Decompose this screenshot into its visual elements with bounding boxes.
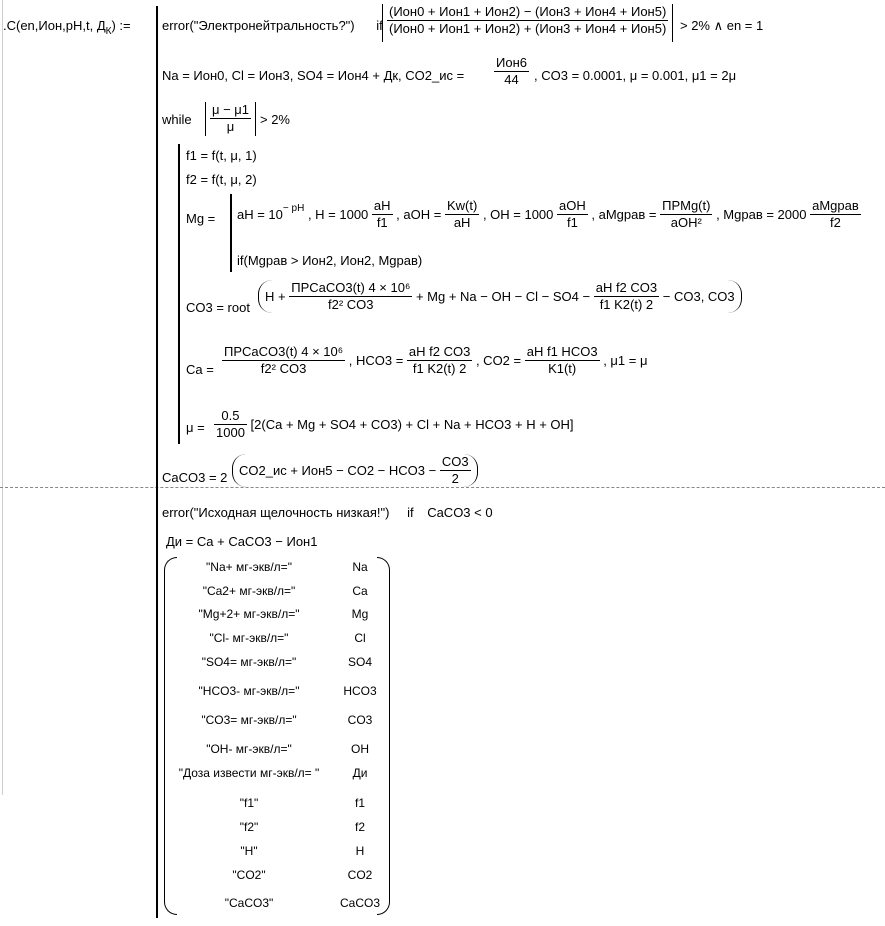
left-margin-line <box>2 0 3 795</box>
matrix-label: "CO3= мг-экв/л=" <box>201 713 297 727</box>
error-low-alkalinity[interactable]: error("Исходная щелочность низкая!") if CaCO3 < 0 <box>162 505 493 520</box>
while-keyword: while <box>162 112 192 127</box>
matrix-value: SO4 <box>347 655 372 669</box>
matrix-label: "f1" <box>239 796 259 810</box>
matrix-value: CO3 <box>347 713 373 727</box>
matrix-value: f1 <box>354 796 365 810</box>
co3-root-expression[interactable]: H + $\frac{\text{ПРCaCO3(t) 4 × 10⁶}}{\text{f2² CO3}}$ + Mg + Na − OH − Cl − SO4 − $\frac{\text{aH f2 CO3}}{f1 K2(t) 2}$ − CO3, CO3 <box>258 280 742 313</box>
program-bar <box>156 6 158 918</box>
matrix-label: "CaCO3" <box>224 896 274 910</box>
error-electroneutrality[interactable]: error("Электронейтральность?") if <box>162 18 383 33</box>
matrix-value: H <box>355 844 365 858</box>
di-assign[interactable]: Ди = Ca + CaCO3 − Ион1 <box>166 534 318 549</box>
matrix-value: CO2 <box>347 868 373 882</box>
matrix-label: "Na+ мг-экв/л=" <box>206 560 292 574</box>
matrix-value: CaCO3 <box>339 896 380 910</box>
matrix-label: "f2" <box>239 820 259 834</box>
matrix-label: "H" <box>240 844 258 858</box>
while-tail: > 2% <box>260 112 290 127</box>
mg-if[interactable]: if(Mgрав > Ион2, Ион2, Mgрав) <box>237 253 423 268</box>
matrix-label: "Доза извести мг-экв/л= " <box>178 766 320 780</box>
matrix-label: "CO2" <box>232 868 266 882</box>
co2-fraction: $\frac{\text{Ион6}}{44}$ <box>496 55 527 87</box>
matrix-value: Ca <box>352 584 368 598</box>
matrix-value: f2 <box>354 820 365 834</box>
matrix-label: "Cl- мг-экв/л=" <box>209 631 289 645</box>
caco3-label: CaCO3 = 2 <box>162 470 228 485</box>
mg-block-bar <box>230 194 232 272</box>
matrix-label: "SO4= мг-экв/л=" <box>201 655 297 669</box>
caco3-expression[interactable]: CO2_ис + Ион5 − CO2 − HCO3 − $\frac{CO3}{2}$ <box>232 454 478 487</box>
matrix-label: "Ca2+ мг-экв/л=" <box>202 584 296 598</box>
mg-label: Mg = <box>186 211 216 226</box>
mu-expression[interactable]: $\frac{0.5}{1000}$ [2(Ca + Mg + SO4 + CO3) + Cl + Na + HCO3 + H + OH] <box>216 408 574 440</box>
page-break-line <box>0 487 885 488</box>
mu-label: μ = <box>186 420 205 435</box>
matrix-value: Mg <box>351 607 369 621</box>
matrix-label: "HCO3- мг-экв/л=" <box>198 684 300 698</box>
matrix-label: "Mg+2+ мг-экв/л=" <box>198 607 300 621</box>
matrix-value: Na <box>352 560 368 574</box>
initial-assignments[interactable]: Na = Ион0, Cl = Ион3, SO4 = Ион4 + Дк, CO2_ис = <box>162 68 465 83</box>
matrix-label: "OH- мг-экв/л=" <box>206 742 292 756</box>
matrix-value: Ди <box>352 766 368 780</box>
ca-label: Ca = <box>186 362 214 377</box>
mg-expression[interactable]: aH = $10^{- pH}$ , H = 1000 $\frac{aH}{f1}$ , aOH = $\frac{Kw(t)}{aH}$ , OH = 1000 $\frac{\text{aOH}}{f1}$ , aMgрав = $\frac{\text{ПРMg(t)}}{\text{aOH²}}$ , Mgрав = 2000 $\frac{\text{aMgрав}}{f2}$ <box>237 198 859 230</box>
f1-assign[interactable]: f1 = f(t, μ, 1) <box>186 148 257 163</box>
while-condition[interactable]: $\frac{\mu - \mu 1}{\mu}$ <box>205 102 256 136</box>
electroneutrality-ratio[interactable]: $\frac{\text{(Ион0 + Ион1 + Ион2) − (Ион3 + Ион4 + Ион5)}}{\text{(Ион0 + Ион1 + Ион2) + (Ион3 + Ион4 + Ион5)}}$ <box>382 4 673 42</box>
matrix-value: OH <box>351 742 369 756</box>
f2-assign[interactable]: f2 = f(t, μ, 2) <box>186 172 257 187</box>
co3-root-label: CO3 = root <box>186 300 250 315</box>
condition-tail: > 2% ∧ en = 1 <box>680 18 764 33</box>
ca-expression[interactable]: $\frac{\text{ПРCaCO3(t) 4 × 10⁶}}{\text{f2² CO3}}$ , HCO3 = $\frac{\text{aH f2 CO3}}{f1 K2(t) 2}$ , CO2 = $\frac{\text{aH f1 HCO3}}{K1(t)}$ , μ1 = μ <box>224 344 648 376</box>
while-body-bar <box>178 144 180 444</box>
matrix-value: Cl <box>354 631 366 645</box>
function-header[interactable]: .C(en,Ион,pH,t, $Д_К$) := <box>3 18 131 37</box>
initial-assignments-tail: , CO3 = 0.0001, μ = 0.001, μ1 = 2μ <box>534 68 737 83</box>
matrix-value: HCO3 <box>343 684 377 698</box>
